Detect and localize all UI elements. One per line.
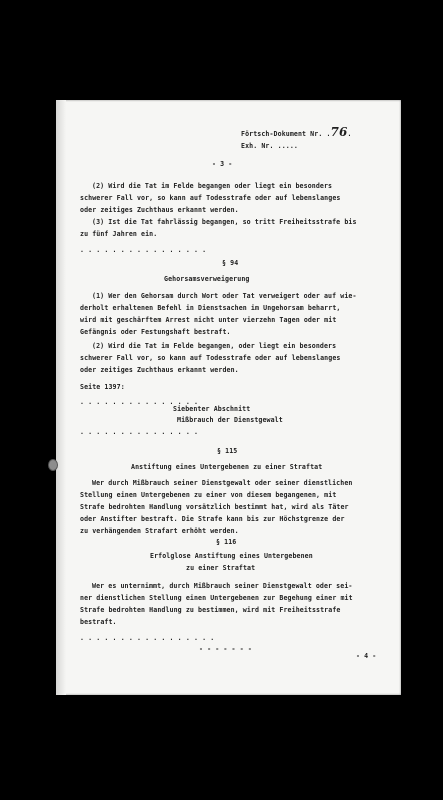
section-94-para1-line-1: (1) Wer den Gehorsam durch Wort oder Tat verweigert oder auf wie-	[92, 292, 357, 300]
chapter-subtitle: Mißbrauch der Dienstgewalt	[177, 416, 283, 424]
next-page-marker: - 4 -	[356, 652, 377, 660]
section-94-para2-line-1: (2) Wird die Tat im Felde begangen, oder liegt ein besonders	[92, 342, 337, 350]
paragraph-3-line-2: zu fünf Jahren ein.	[80, 230, 158, 238]
page-marker: - 3 -	[212, 160, 233, 168]
separator-dots: . . . . . . . . . . . . . . . .	[80, 246, 207, 254]
section-94-title: Gehorsamsverweigerung	[164, 275, 250, 283]
paragraph-2-line-2: schwerer Fall vor, so kann auf Todesstrafe oder auf lebenslanges	[80, 194, 341, 202]
section-116-line-3: Strafe bedrohten Handlung zu bestimmen, wird mit Freiheitsstrafe	[80, 606, 341, 614]
paragraph-3-line-1: (3) Ist die Tat fahrlässig begangen, so tritt Freiheitsstrafe bis	[92, 218, 357, 226]
chapter-title: Siebenter Abschnitt	[173, 405, 251, 413]
paragraph-2-line-3: oder zeitiges Zuchthaus erkannt werden.	[80, 206, 239, 214]
section-116-number: § 116	[216, 538, 237, 546]
document-label-tail: .	[347, 130, 352, 138]
section-94-para1-line-3: wird mit geschärftem Arrest nicht unter vierzehn Tagen oder mit	[80, 316, 337, 324]
section-115-line-5: zu verhängenden Strafart erhöht werden.	[80, 527, 239, 535]
section-115-line-3: Strafe bedrohten Handlung vorsätzlich bestimmt hat, wird als Täter	[80, 503, 349, 511]
separator-dots: . . . . . . . . . . . . . . . . .	[80, 634, 215, 642]
paragraph-2-line-1: (2) Wird die Tat im Felde begangen oder liegt ein besonders	[92, 182, 333, 190]
end-dashes: - - - - - - -	[199, 645, 252, 653]
document-number-line	[241, 126, 352, 140]
section-116-title-line-2: zu einer Straftat	[186, 564, 256, 572]
section-116-line-1: Wer es unternimmt, durch Mißbrauch seiner Dienstgewalt oder sei-	[92, 582, 353, 590]
section-116-line-4: bestraft.	[80, 618, 117, 626]
section-94-para1-line-2: derholt erhaltenen Befehl in Dienstsachen im Ungehorsam beharrt,	[80, 304, 341, 312]
separator-dots: . . . . . . . . . . . . . . .	[80, 398, 199, 406]
separator-dots: . . . . . . . . . . . . . . .	[80, 428, 199, 436]
section-115-title: Anstiftung eines Untergebenen zu einer Straftat	[131, 463, 323, 471]
document-label: Förtsch-Dokument Nr. .	[241, 130, 331, 138]
section-115-number: § 115	[217, 447, 238, 455]
page-reference: Seite 1397:	[80, 383, 125, 391]
section-94-para1-line-4: Gefängnis oder Festungshaft bestraft.	[80, 328, 231, 336]
section-115-line-2: Stellung einen Untergebenen zu einer von diesem begangenen, mit	[80, 491, 337, 499]
handwritten-document-number: 76	[330, 125, 348, 139]
section-116-title-line-1: Erfolglose Anstiftung eines Untergebenen	[150, 552, 313, 560]
section-115-line-4: oder Anstifter bestraft. Die Strafe kann bis zur Höchstgrenze der	[80, 515, 345, 523]
exhibit-number: Exh. Nr. .....	[241, 142, 298, 150]
section-94-para2-line-2: schwerer Fall vor, so kann auf Todesstrafe oder auf lebenslanges	[80, 354, 341, 362]
section-94-para2-line-3: oder zeitiges Zuchthaus erkannt werden.	[80, 366, 239, 374]
section-115-line-1: Wer durch Mißbrauch seiner Dienstgewalt oder seiner dienstlichen	[92, 479, 353, 487]
section-116-line-2: ner dienstlichen Stellung einen Untergebenen zur Begehung einer mit	[80, 594, 353, 602]
section-94-number: § 94	[222, 259, 239, 267]
punch-hole	[48, 459, 58, 471]
